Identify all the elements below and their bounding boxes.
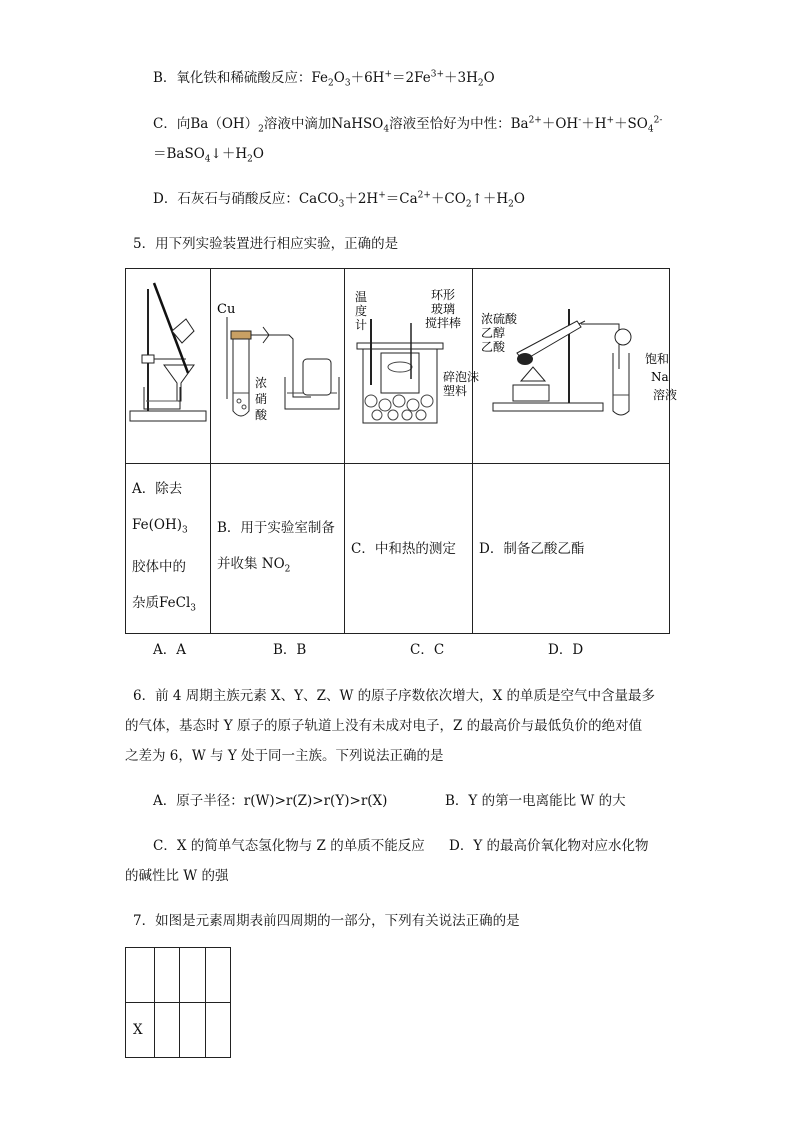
caption-b-line1: B．用于实验室制备 — [217, 519, 335, 536]
q6-stem-line2: 的气体，基态时 Y 原子的原子轨道上没有未成对电子，Z 的最高价与最低负价的绝对值 — [125, 718, 643, 734]
svg-text:浓: 浓 — [255, 376, 268, 390]
svg-text:浓硫酸: 浓硫酸 — [481, 312, 518, 326]
q4-option-c-line2: $=BaSO_4↓+H_2O$ — [153, 146, 264, 165]
caption-a-cell — [126, 464, 211, 634]
q4-option-d: D．石灰石与硝酸反应：$CaCO_3+2H^+=Ca^{2+}+CO_2↑+H_2O$ — [153, 190, 525, 210]
svg-text:碎泡沫: 碎泡沫 — [443, 370, 480, 384]
pt-cell — [205, 948, 230, 1003]
q6-option-b[interactable]: B．Y 的第一电离能比 W 的大 — [445, 793, 626, 809]
caption-c: C．中和热的测定 — [351, 540, 456, 557]
q6-option-d-line2: 的碱性比 W 的强 — [125, 868, 229, 884]
ester-apparatus-image — [473, 269, 678, 459]
svg-text:搅拌棒: 搅拌棒 — [425, 316, 462, 330]
q6-stem-line1: 6．前 4 周期主族元素 X、Y、Z、W 的原子序数依次增大，X 的单质是空气中含量最多 — [133, 688, 656, 704]
pt-cell — [205, 1003, 230, 1058]
caption-b-cell — [211, 464, 345, 634]
caption-a-line2: $Fe(OH)_3$ — [132, 516, 188, 536]
svg-text:乙酸: 乙酸 — [481, 340, 506, 354]
pt-cell — [180, 1003, 205, 1058]
svg-text:Na: Na — [651, 370, 669, 384]
svg-text:乙醇: 乙醇 — [481, 326, 506, 340]
svg-text:溶液: 溶液 — [653, 388, 678, 402]
q5-option-b[interactable]: B．B — [273, 642, 307, 658]
q6-option-c[interactable]: C．X 的简单气态氢化物与 Z 的单质不能反应 — [153, 838, 425, 854]
no2-apparatus-image — [211, 269, 344, 459]
q6-option-a[interactable]: A．原子半径：r(W)>r(Z)>r(Y)>r(X) — [153, 793, 388, 809]
calorimeter-image — [345, 269, 480, 459]
svg-text:玻璃: 玻璃 — [431, 302, 456, 316]
svg-text:Cu: Cu — [217, 302, 236, 317]
pt-cell — [126, 948, 155, 1003]
caption-c-cell — [345, 464, 473, 634]
caption-a-line3: 胶体中的 — [132, 558, 186, 575]
pt-cell — [154, 948, 179, 1003]
q4-option-c: C．向$Ba(OH)_2$溶液中滴加NaHSO$_4$溶液至恰好为中性：$Ba^{2+}+OH^-+H^++SO_4^{2-}$ — [153, 115, 663, 135]
filtration-apparatus-image — [126, 269, 210, 459]
q5-stem: 5．用下列实验装置进行相应实验，正确的是 — [133, 236, 399, 252]
svg-text:塑料: 塑料 — [443, 384, 468, 398]
q5-apparatus-table — [125, 268, 678, 634]
caption-d: D．制备乙酸乙酯 — [479, 540, 585, 557]
fig-c-cell — [345, 269, 480, 464]
caption-d-cell — [473, 464, 670, 634]
svg-text:度: 度 — [355, 304, 368, 318]
pt-cell — [180, 948, 205, 1003]
svg-text:环形: 环形 — [431, 288, 456, 302]
svg-text:酸: 酸 — [255, 408, 268, 422]
pt-cell — [154, 1003, 179, 1058]
svg-text:温: 温 — [355, 290, 368, 304]
q6-option-d[interactable]: D．Y 的最高价氧化物对应水化物 — [449, 838, 649, 854]
svg-text:计: 计 — [355, 318, 368, 332]
caption-a-line4: 杂质FeCl$_3$ — [132, 594, 196, 614]
q5-option-d[interactable]: D．D — [548, 642, 584, 658]
q4-option-b: B．氧化铁和稀硫酸反应：$Fe_2O_3+6H^+=2Fe^{3+}+3H_2O$ — [153, 69, 495, 89]
caption-a-line1: A．除去 — [132, 480, 183, 497]
fig-a-cell — [126, 269, 211, 464]
q5-option-a[interactable]: A．A — [153, 642, 186, 658]
q7-stem: 7．如图是元素周期表前四周期的一部分，下列有关说法正确的是 — [133, 913, 520, 929]
pt-cell-x: X — [126, 1003, 155, 1058]
fig-b-cell — [211, 269, 345, 464]
svg-text:硝: 硝 — [255, 392, 268, 406]
fig-d-cell — [473, 269, 678, 464]
q5-option-c[interactable]: C．C — [410, 642, 445, 658]
q6-stem-line3: 之差为 6，W 与 Y 处于同一主族。下列说法正确的是 — [125, 748, 444, 764]
caption-b-line2: 并收集 $NO_2$ — [217, 555, 291, 575]
svg-text:饱和: 饱和 — [645, 352, 670, 366]
periodic-table-fragment — [125, 947, 231, 1058]
